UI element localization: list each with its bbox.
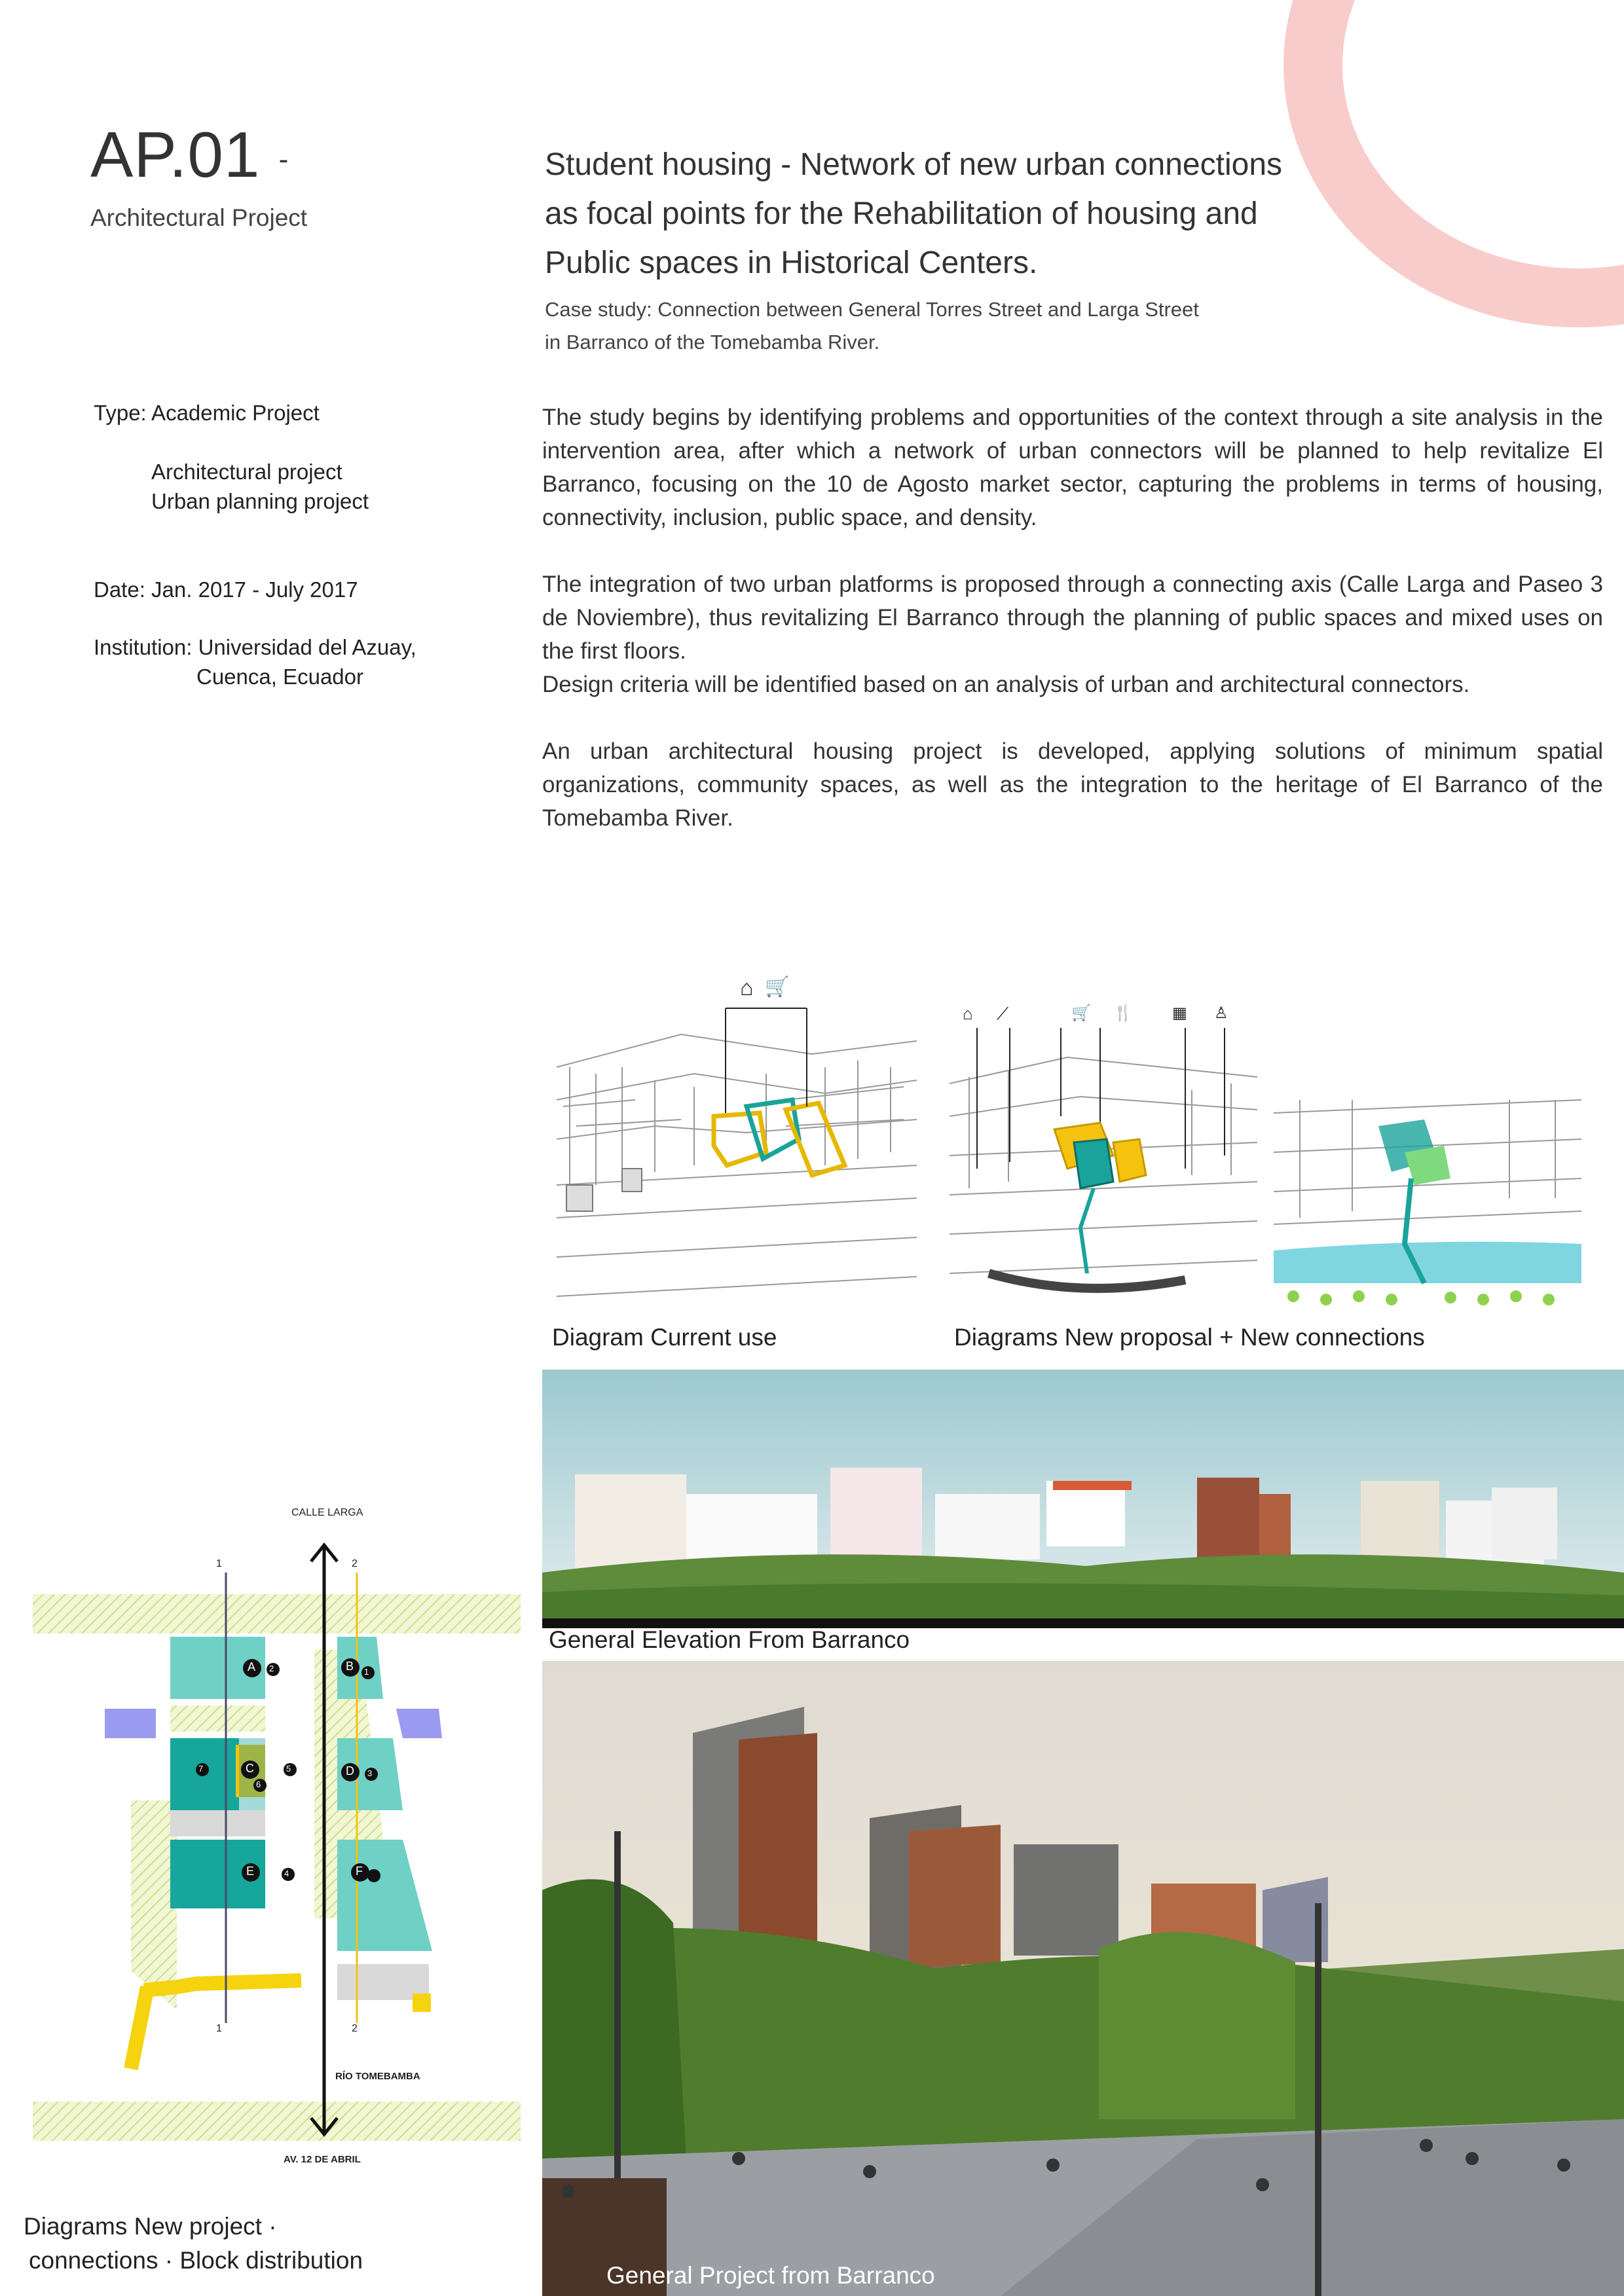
cart-icon: 🛒	[1071, 1004, 1091, 1022]
block-number: 4	[284, 1868, 289, 1878]
block-number: 7	[198, 1764, 204, 1774]
section-marker: 1	[216, 1558, 222, 1569]
building-icon: ▦	[1172, 1004, 1187, 1022]
diagram-new-proposal	[950, 1004, 1257, 1319]
meta-type: Type: Academic Project	[94, 401, 320, 425]
block-label: F	[356, 1865, 363, 1878]
case-line: in Barranco of the Tomebamba River.	[545, 331, 880, 354]
description-paragraph: The integration of two urban platforms is proposed through a connecting axis (Calle Larga and Paseo 3 de Noviembre), thus revitalizing El Barranco through the planning of public spaces and mixed uses on the first floors.	[542, 572, 1603, 664]
meta-sub-architectural: Architectural project	[151, 460, 342, 484]
block-label: A	[248, 1660, 256, 1673]
project-kind: Architectural Project	[90, 204, 308, 231]
elevation-render	[542, 1370, 1624, 1628]
caption-plan-line: Diagrams New project ·	[24, 2213, 277, 2240]
block-number: 6	[256, 1779, 261, 1789]
block-number: 3	[367, 1768, 373, 1778]
diagram-current-use	[550, 969, 917, 1349]
description-paragraph: The study begins by identifying problems and opportunities of the context through a site analysis in the intervention area, after which a network of urban connectors will be planned to help revitalize El Barranco, focusing on the 10 de Agosto market sector, capturing the problems in terms of housing, connectivity, inclusion, public space, and density.	[542, 405, 1603, 530]
caption-current-use: Diagram Current use	[552, 1324, 777, 1351]
house-icon: ⌂	[740, 975, 754, 1000]
plan-top-label: CALLE LARGA	[291, 1507, 363, 1518]
caption-plan-line: connections · Block distribution	[29, 2247, 363, 2274]
meta-date: Date: Jan. 2017 - July 2017	[94, 577, 358, 602]
block-label: B	[346, 1660, 354, 1673]
section-marker: 2	[352, 2023, 358, 2034]
caption-project: General Project from Barranco	[606, 2262, 935, 2289]
description-paragraph: An urban architectural housing project is developed, applying solutions of minimum spatial organizations, community spaces, as well as the integration to the heritage of El Barranco of the Tomebamba River.	[542, 738, 1603, 831]
meta-location: Cuenca, Ecuador	[196, 665, 363, 689]
title-line: as focal points for the Rehabilitation of housing and	[545, 196, 1258, 231]
meta-institution: Institution: Universidad del Azuay,	[94, 635, 416, 659]
plan-diagram	[26, 1499, 530, 2167]
block-label: C	[246, 1762, 254, 1775]
caption-new-proposal: Diagrams New proposal + New connections	[954, 1324, 1425, 1351]
person-icon: ♙	[1214, 1004, 1228, 1022]
house-icon: ⌂	[963, 1004, 973, 1023]
meta-sub-urban: Urban planning project	[151, 489, 369, 513]
caption-elevation: General Elevation From Barranco	[549, 1626, 910, 1653]
title-line: Student housing - Network of new urban connections	[545, 147, 1283, 182]
caption-plan	[24, 2210, 363, 2278]
block-label: E	[246, 1865, 255, 1878]
block-number: 1	[364, 1667, 369, 1677]
restaurant-icon: 🍴	[1113, 1004, 1133, 1022]
description	[542, 401, 1603, 868]
page-title	[545, 140, 1363, 287]
plan-river-label: RÍO TOMEBAMBA	[335, 2071, 420, 2082]
description-paragraph: Design criteria will be identified based on an analysis of urban and architectural connectors.	[542, 672, 1470, 697]
block-label: D	[346, 1764, 354, 1777]
cart-icon: 🛒	[765, 976, 790, 998]
project-render	[542, 1661, 1624, 2296]
title-line: Public spaces in Historical Centers.	[545, 246, 1038, 280]
block-number: 5	[286, 1764, 291, 1774]
project-code: AP.01 -	[90, 118, 289, 191]
diagram-new-connections	[1274, 1087, 1581, 1316]
stairs-icon: ⟋	[997, 1004, 1009, 1023]
case-study	[545, 293, 1331, 359]
section-marker: 2	[352, 1558, 358, 1569]
block-number: 2	[269, 1664, 274, 1673]
section-marker: 1	[216, 2023, 222, 2034]
plan-bottom-label: AV. 12 DE ABRIL	[284, 2154, 361, 2165]
case-line: Case study: Connection between General Torres Street and Larga Street	[545, 298, 1199, 321]
